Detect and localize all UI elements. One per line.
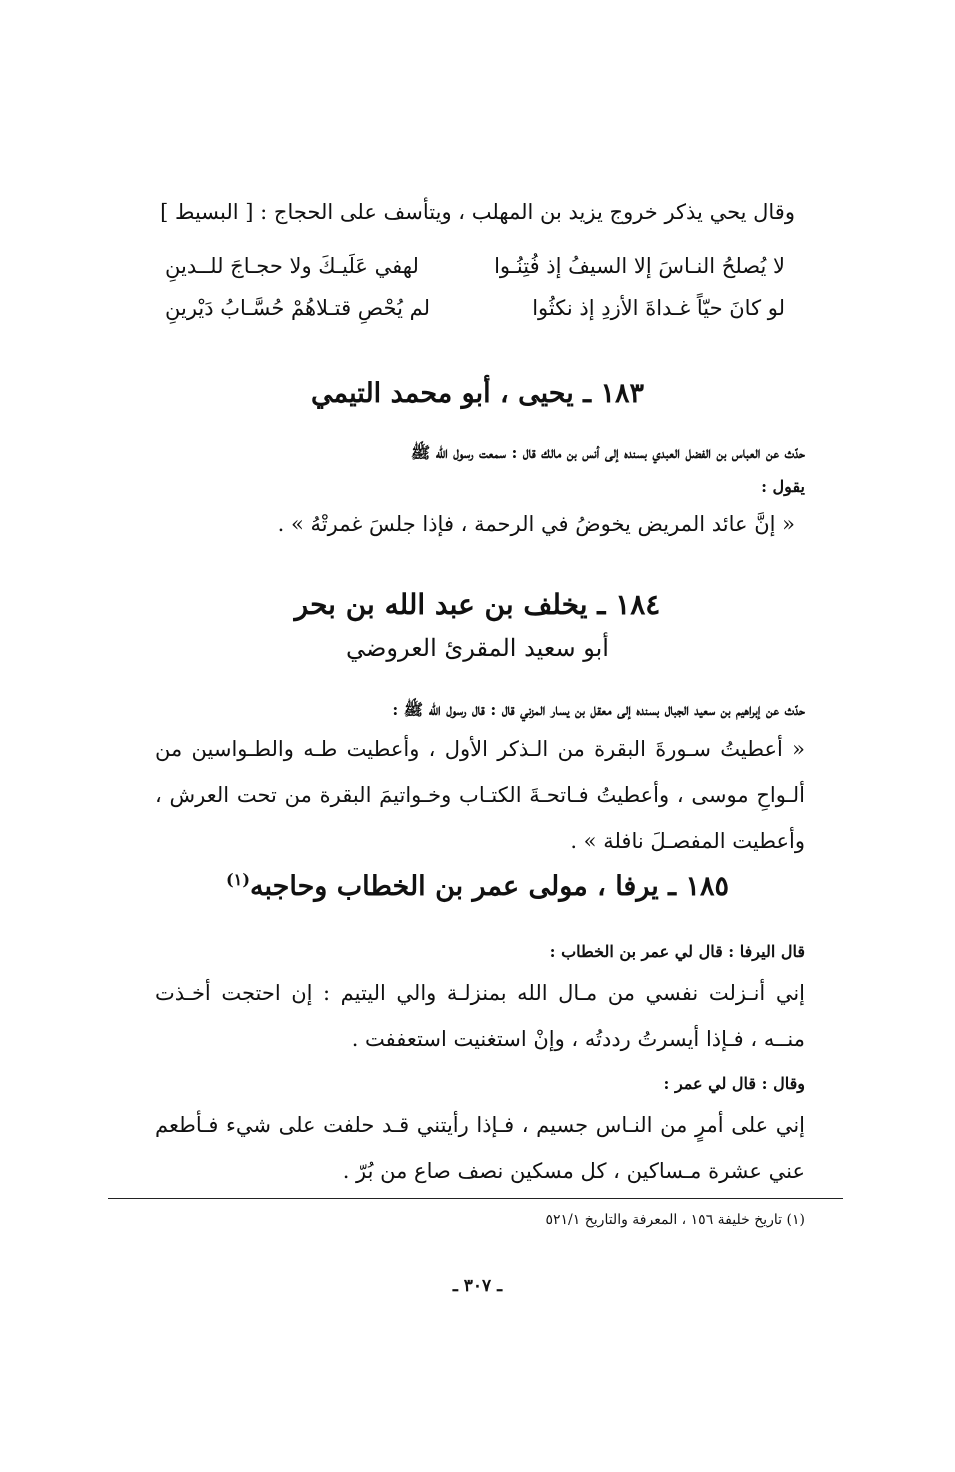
- verse-2: [165, 296, 785, 332]
- entry-184-subtitle: أبو سعيد المقرئ العروضي: [346, 634, 609, 662]
- verse-1-first-hemistich: لا يُصلحُ النـاسَ إلا السيفُ إذ فُتِنُـوا: [494, 254, 785, 278]
- verse-2-first-hemistich: لو كانَ حيّاً غـداةَ الأزدِ إذ نكثُوا: [532, 296, 785, 320]
- entry-184-hadith: « أعطيتُ سـورةَ البقرة من الـذكر الأول ، وأعطيت طـه والطـواسين من ألـواحِ موسى ، وأعطيتُ فـاتحـةَ الكتـاب وخـواتيمَ البقرة من تحت العرش ، وأعطيت المفصـلَ نافلة » .: [155, 737, 805, 853]
- verse-1: [165, 254, 785, 290]
- footnote-separator: [108, 1198, 843, 1199]
- entry-183-isnad-cont: يقول :: [761, 477, 805, 496]
- entry-183-isnad: حدّث عن العباس بن الفضل العبدي بسنده إلى أنس بن مالك قال : سمعت رسول الله ﷺ: [410, 443, 805, 462]
- page-number: ـ ٣٠٧ ـ: [452, 1276, 503, 1296]
- footnote-ref: (١): [226, 870, 251, 889]
- entry-183-title: ١٨٣ ـ يحيى ، أبو محمد التيمي: [311, 378, 644, 409]
- verse-1-second-hemistich: لهفي عَلَيـكَ ولا حجـاجَ للــدينِ: [165, 254, 419, 278]
- entry-185-text-2: إني على أمرٍ من النـاس جسيم ، فـإذا رأيتني قـد حلفت على شيء فـأطعم عني عشرة مـساكين ، كل مسكين نصف صاع من بُرّ .: [155, 1113, 805, 1183]
- entry-184-isnad: حدّث عن إبراهيم بن سعيد الجبال بسنده إلى معقل بن يسار المزني قال : قال رسول الله ﷺ :: [392, 700, 805, 719]
- poem-intro: وقال يحي يذكر خروج يزيد بن المهلب ، ويتأسف على الحجاج : [ البسيط ]: [160, 200, 795, 224]
- entry-185-intro-2: وقال : قال لي عمر :: [663, 1074, 805, 1093]
- entry-185-title: ١٨٥ ـ يرفا ، مولى عمر بن الخطاب وحاجبه: [250, 871, 729, 902]
- footnote: (١) تاريخ خليفة ١٥٦ ، المعرفة والتاريخ ٥٢١/١: [545, 1212, 805, 1228]
- entry-185-text-1: إني أنـزلت نفسي من مـال الله بمنزلـة والي اليتيم : إن احتجت أخـذت منــه ، فـإذا أيسرتُ رددتُه ، وإنْ استغنيت استعففت .: [155, 981, 805, 1051]
- entry-183-hadith: « إنَّ عائد المريض يخوضُ في الرحمة ، فإذا جلسَ غمرتْهُ » .: [277, 512, 795, 536]
- verse-2-second-hemistich: لم يُحْصِ قتـلاهُمْ حُسَّـابُ دَيْرينِ: [165, 296, 430, 320]
- entry-184-title: ١٨٤ ـ يخلف بن عبد الله بن بحر: [294, 588, 661, 621]
- entry-185-intro-1: قال اليرفا : قال لي عمر بن الخطاب :: [549, 942, 805, 961]
- entry-185-heading: [0, 870, 955, 902]
